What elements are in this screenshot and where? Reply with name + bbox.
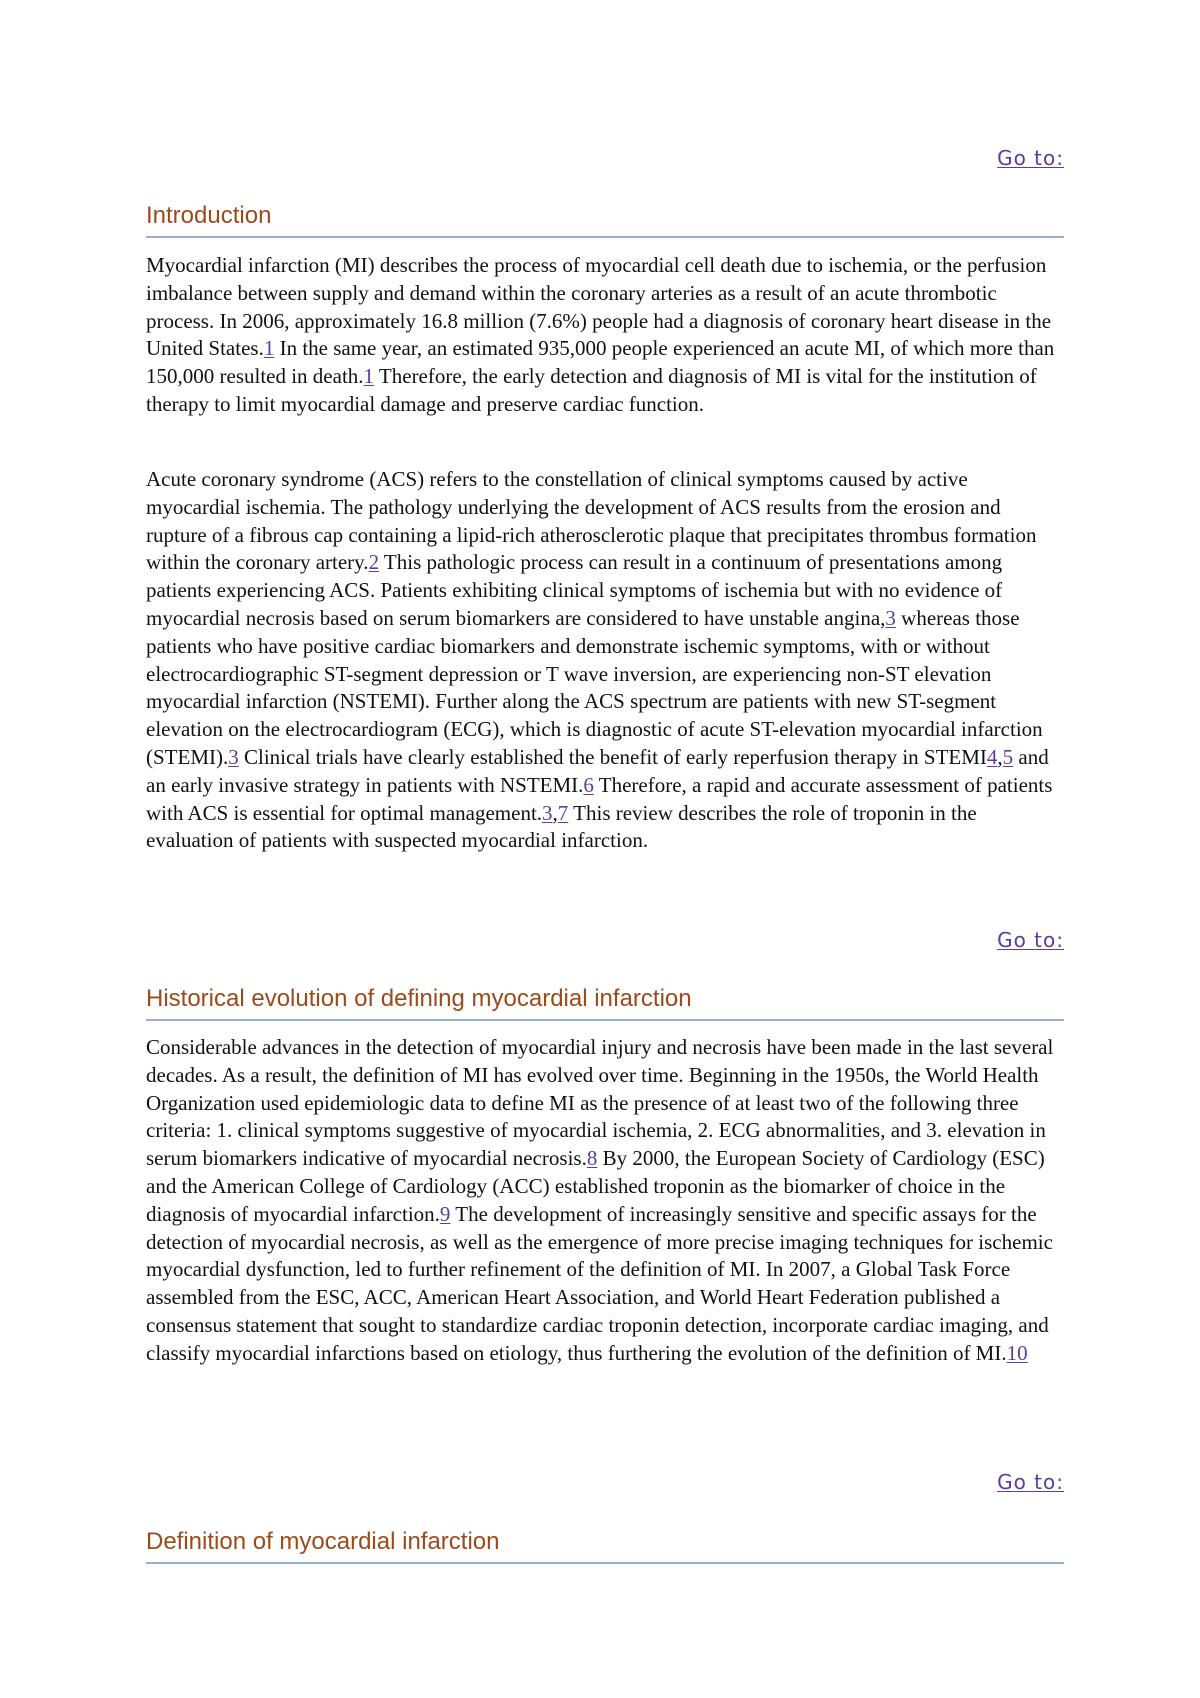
paragraph-text: Therefore, a rapid and accurate assessment of patients with ACS is essential for optimal management. xyxy=(146,772,1053,825)
paragraph-text: , xyxy=(997,744,1003,769)
reference-link[interactable]: 8 xyxy=(586,1146,598,1171)
reference-link[interactable]: 4 xyxy=(986,744,998,769)
paragraph-text: Acute coronary syndrome (ACS) refers to the constellation of clinical symptoms caused by active myocardial ischemia. The pathology underlying the development of ACS results from the erosion and rupture of a fibrous cap containing a lipid-rich atherosclerotic plaque that precipitates thrombus formation within the coronary artery. xyxy=(146,467,1037,575)
reference-link[interactable]: 3 xyxy=(228,744,239,769)
section-heading: Introduction xyxy=(146,202,1064,238)
paragraph-text: The development of increasingly sensitive and specific assays for the detection of myocardial necrosis, as well as the emergence of more precise imaging techniques for ischemic myocardial dysfunction, led to further refinement of the definition of MI. In 2007, a Global Task Force assembled from the ESC, ACC, American Heart Association, and World Heart Federation published a consensus statement that sought to standardize cardiac troponin detection, incorporate cardiac imaging, and classify myocardial infarctions based on etiology, thus furthering the evolution of the definition of MI. xyxy=(146,1201,1053,1365)
paragraph-text: Therefore, the early detection and diagnosis of MI is vital for the institution of therapy to limit myocardial damage and preserve cardiac function. xyxy=(146,364,1037,416)
paragraph-text: In the same year, an estimated 935,000 people experienced an acute MI, of which more than 150,000 resulted in death. xyxy=(146,336,1055,389)
paragraph-text: This pathologic process can result in a continuum of presentations among patients experiencing ACS. Patients exhibiting clinical symptoms of ischemia but with no evidence of myocardial necrosis based on serum biomarkers are considered to have unstable angina, xyxy=(146,550,1003,630)
reference-link[interactable]: 1 xyxy=(263,336,275,361)
reference-link[interactable]: 3 xyxy=(885,605,896,630)
paragraph-text: By 2000, the European Society of Cardiology (ESC) and the American College of Cardiology (ACC) established troponin as the biomarker of choice in the diagnosis of myocardial infarction. xyxy=(146,1146,1045,1226)
paragraph-text: and an early invasive strategy in patients with NSTEMI. xyxy=(146,744,1049,797)
paragraph xyxy=(146,466,1064,855)
section-introduction xyxy=(146,202,1064,238)
reference-link[interactable]: 6 xyxy=(583,772,594,797)
reference-link[interactable]: 2 xyxy=(368,550,380,575)
reference-link[interactable]: 3 xyxy=(542,800,553,825)
section-definition xyxy=(146,1528,1064,1564)
goto-link[interactable]: Go to: xyxy=(997,928,1064,952)
reference-link[interactable]: 10 xyxy=(1006,1340,1028,1365)
section-heading: Definition of myocardial infarction xyxy=(146,1528,1064,1564)
paragraph-text: Myocardial infarction (MI) describes the process of myocardial cell death due to ischemia, or the perfusion imbalance between supply and demand within the coronary arteries as a result of an acute thrombotic process. In 2006, approximately 16.8 million (7.6%) people had a diagnosis of coronary heart disease in the United States. xyxy=(146,253,1052,361)
reference-link[interactable]: 9 xyxy=(439,1201,451,1226)
goto-link[interactable]: Go to: xyxy=(997,146,1064,170)
reference-link[interactable]: 5 xyxy=(1002,744,1014,769)
reference-link[interactable]: 7 xyxy=(557,800,569,825)
section-heading: Historical evolution of defining myocardial infarction xyxy=(146,985,1064,1021)
paragraph-text: , xyxy=(552,800,558,825)
paragraph xyxy=(146,252,1064,419)
section-historical-evolution xyxy=(146,985,1064,1021)
goto-link[interactable]: Go to: xyxy=(997,1470,1064,1494)
paragraph xyxy=(146,1034,1064,1368)
paragraph-text: Clinical trials have clearly established the benefit of early reperfusion therapy in STEMI xyxy=(238,744,987,769)
paragraph-text: This review describes the role of troponin in the evaluation of patients with suspected myocardial infarction. xyxy=(146,800,977,853)
paragraph-text: Considerable advances in the detection of myocardial injury and necrosis have been made in the last several decades. As a result, the definition of MI has evolved over time. Beginning in the 1950s, the World Health Organization used epidemiologic data to define MI as the presence of at least two of the following three criteria: 1. clinical symptoms suggestive of myocardial ischemia, 2. ECG abnormalities, and 3. elevation in serum biomarkers indicative of myocardial necrosis. xyxy=(146,1035,1054,1171)
reference-link[interactable]: 1 xyxy=(363,364,375,389)
paragraph-text: whereas those patients who have positive cardiac biomarkers and demonstrate ischemic symptoms, with or without electrocardiographic ST-segment depression or T wave inversion, are experiencing non-ST elevation myocardial infarction (NSTEMI). Further along the ACS spectrum are patients with new ST-segment elevation on the electrocardiogram (ECG), which is diagnostic of acute ST-elevation myocardial infarction (STEMI). xyxy=(146,605,1043,769)
